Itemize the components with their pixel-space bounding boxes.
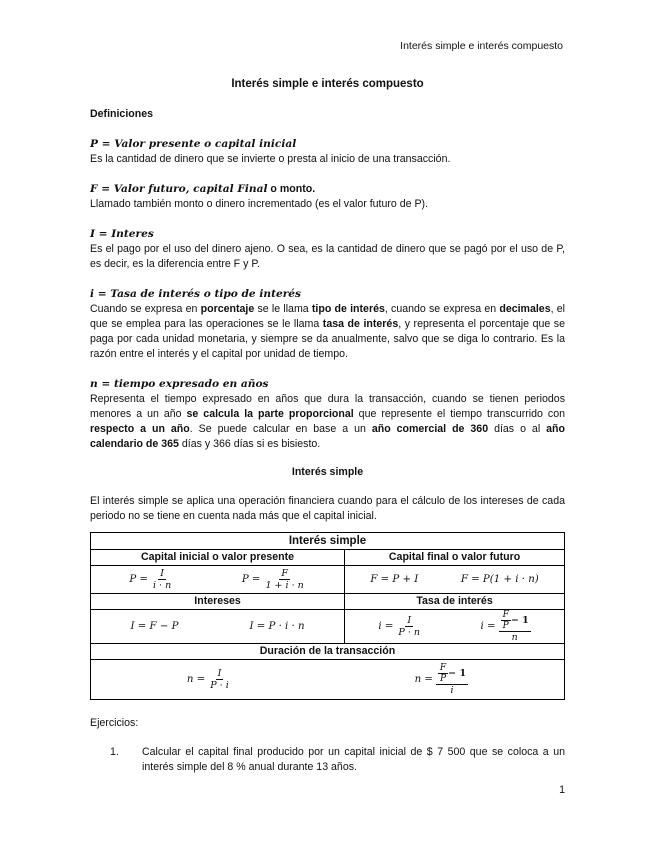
definition-term: F = Valor futuro, capital Final: [90, 183, 268, 195]
table-header-final: Capital final o valor futuro: [345, 550, 565, 566]
simple-interest-text: El interés simple se aplica una operación financiera cuando para el cálculo de los intereses de cada periodo no se tiene en cuenta nada más que el capital inicial.: [90, 495, 565, 522]
fraction-denominator: n: [511, 632, 518, 643]
minus-one: − 1: [510, 615, 529, 626]
formula-interest-1: I = F − P: [130, 621, 179, 632]
formula-rate-1: [378, 615, 422, 638]
definition-text: [90, 392, 565, 452]
document-title: Interés simple e interés compuesto: [231, 78, 424, 90]
fraction-numerator: F: [281, 568, 288, 579]
formula-present-value-1: [129, 568, 173, 591]
text-run-bold: se calcula la parte proporcional: [186, 408, 354, 420]
formula-present-value-2: [242, 568, 306, 591]
fraction-numerator: [436, 663, 468, 685]
text-run: , el que se emplea para las operaciones se le llama: [90, 303, 566, 330]
definition-text: Llamado también monto o dinero incrementado (es el valor futuro de P).: [90, 198, 429, 210]
text-run-bold: año comercial de 360: [371, 423, 489, 435]
definition-rate: [90, 287, 565, 362]
formula-lhs: P =: [129, 574, 148, 585]
text-run: , cuando se expresa en: [384, 303, 500, 315]
fraction-numerator: I: [160, 568, 164, 579]
text-run-bold: tasa de interés: [322, 318, 399, 330]
cell-rate-formulas: [345, 610, 565, 644]
definition-i-interest: [90, 227, 565, 272]
text-run: se le llama: [254, 303, 312, 315]
table-title: Interés simple: [91, 533, 565, 550]
fraction: [208, 668, 231, 691]
text-run-bold: porcentaje: [200, 303, 255, 315]
definition-term-suffix: o monto.: [267, 183, 316, 195]
definition-text: Es el pago por el uso del dinero ajeno. O sea, es la cantidad de dinero que se pagó por el uso de P, es decir, es la diferencia entre F y P.: [90, 243, 565, 270]
text-run: Cuando se expresa en: [90, 303, 201, 315]
exercise-item: [90, 745, 565, 775]
definition-p: [90, 137, 565, 167]
formula-duration-2: [415, 663, 468, 696]
fraction: [436, 663, 468, 696]
text-run-bold: decimales: [499, 303, 551, 315]
inner-fraction: [438, 663, 448, 684]
formula-lhs: i =: [480, 621, 496, 632]
definition-term: P = Valor presente o capital inicial: [90, 138, 297, 150]
cell-final-formulas: [345, 566, 565, 594]
definition-text: [90, 302, 565, 362]
text-run: días y 366 días si es bisiesto.: [178, 438, 321, 450]
definition-term-row: [90, 182, 565, 197]
definition-term: I = Interes: [90, 228, 154, 240]
fraction-denominator: i: [450, 685, 454, 696]
running-header: Interés simple e interés compuesto: [400, 40, 563, 52]
formula-rate-2: [481, 610, 531, 643]
text-run: . Se puede calcular en base a un: [189, 423, 372, 435]
exercise-text: Calcular el capital final producido por un capital inicial de $ 7 500 que se coloca a un interés simple del 8 % anual durante 13 años.: [142, 746, 565, 773]
fraction-denominator: P: [440, 674, 447, 684]
fraction-denominator: i · n: [152, 580, 172, 591]
definition-time: [90, 377, 565, 452]
fraction-numerator: I: [217, 668, 222, 679]
text-run: , y representa el porcentaje que se paga por cada unidad monetaria, y siempre se da anualmente, salvo que se diga lo contrario. Es la razón entre el interés y el capital por unidad de tiempo.: [90, 318, 565, 360]
exercise-number: 1.: [110, 746, 119, 758]
definition-f: [90, 182, 565, 212]
minus-one: − 1: [448, 668, 467, 679]
inner-fraction: [501, 610, 511, 631]
formula-lhs: n =: [186, 674, 206, 685]
formula-duration-1: [187, 668, 231, 691]
fraction-numerator: F: [439, 663, 447, 673]
cell-capital-formulas: [91, 566, 345, 594]
formula-interest-2: I = P · i · n: [249, 621, 305, 632]
fraction-numerator: F: [502, 610, 509, 620]
definition-text: Es la cantidad de dinero que se invierte o presta al inicio de una transacción.: [90, 153, 451, 165]
page-number: 1: [559, 784, 565, 796]
formula-lhs: P =: [241, 574, 261, 585]
exercises-label: Ejercicios:: [90, 717, 139, 729]
definition-term: n = tiempo expresado en años: [90, 378, 269, 390]
definition-term: i = Tasa de interés o tipo de interés: [90, 288, 302, 300]
text-run-bold: tipo de interés: [311, 303, 385, 315]
document-content: [90, 107, 565, 775]
section-heading-simple: Interés simple: [291, 466, 364, 478]
fraction-numerator: I: [407, 615, 412, 626]
section-heading-definitions: Definiciones: [90, 108, 153, 120]
formula-table: [90, 532, 565, 700]
formula-lhs: n =: [414, 674, 433, 685]
exercises-section: [90, 716, 565, 775]
fraction: [396, 615, 422, 638]
fraction-denominator: 1 + i · n: [265, 580, 304, 591]
text-run-bold: año calendario de 365: [90, 423, 565, 450]
cell-interest-formulas: [91, 610, 345, 644]
fraction: [263, 568, 305, 591]
text-run-bold: respecto a un año: [90, 423, 190, 435]
fraction: [499, 610, 531, 643]
formula-future-value-2: F = P(1 + i · n): [460, 574, 539, 585]
fraction-denominator: P · i: [210, 680, 229, 691]
text-run: días o al: [488, 423, 547, 435]
fraction-numerator: [499, 610, 531, 632]
text-run: Representa el tiempo expresado en años que dura la transacción, cuando se tienen periodos menores a un año: [90, 393, 565, 420]
fraction-denominator: P: [502, 621, 509, 631]
formula-lhs: i =: [378, 621, 394, 632]
fraction: [151, 568, 173, 591]
cell-duration-formulas: [91, 660, 565, 700]
table-header-duration: Duración de la transacción: [91, 644, 565, 660]
formula-future-value-1: F = P + I: [370, 574, 419, 585]
table-header-capital: Capital inicial o valor presente: [91, 550, 345, 566]
text-run: que represente el tiempo transcurrido con: [353, 408, 565, 420]
table-header-rate: Tasa de interés: [345, 594, 565, 610]
fraction-denominator: P · n: [398, 627, 420, 638]
table-header-interest: Intereses: [91, 594, 345, 610]
